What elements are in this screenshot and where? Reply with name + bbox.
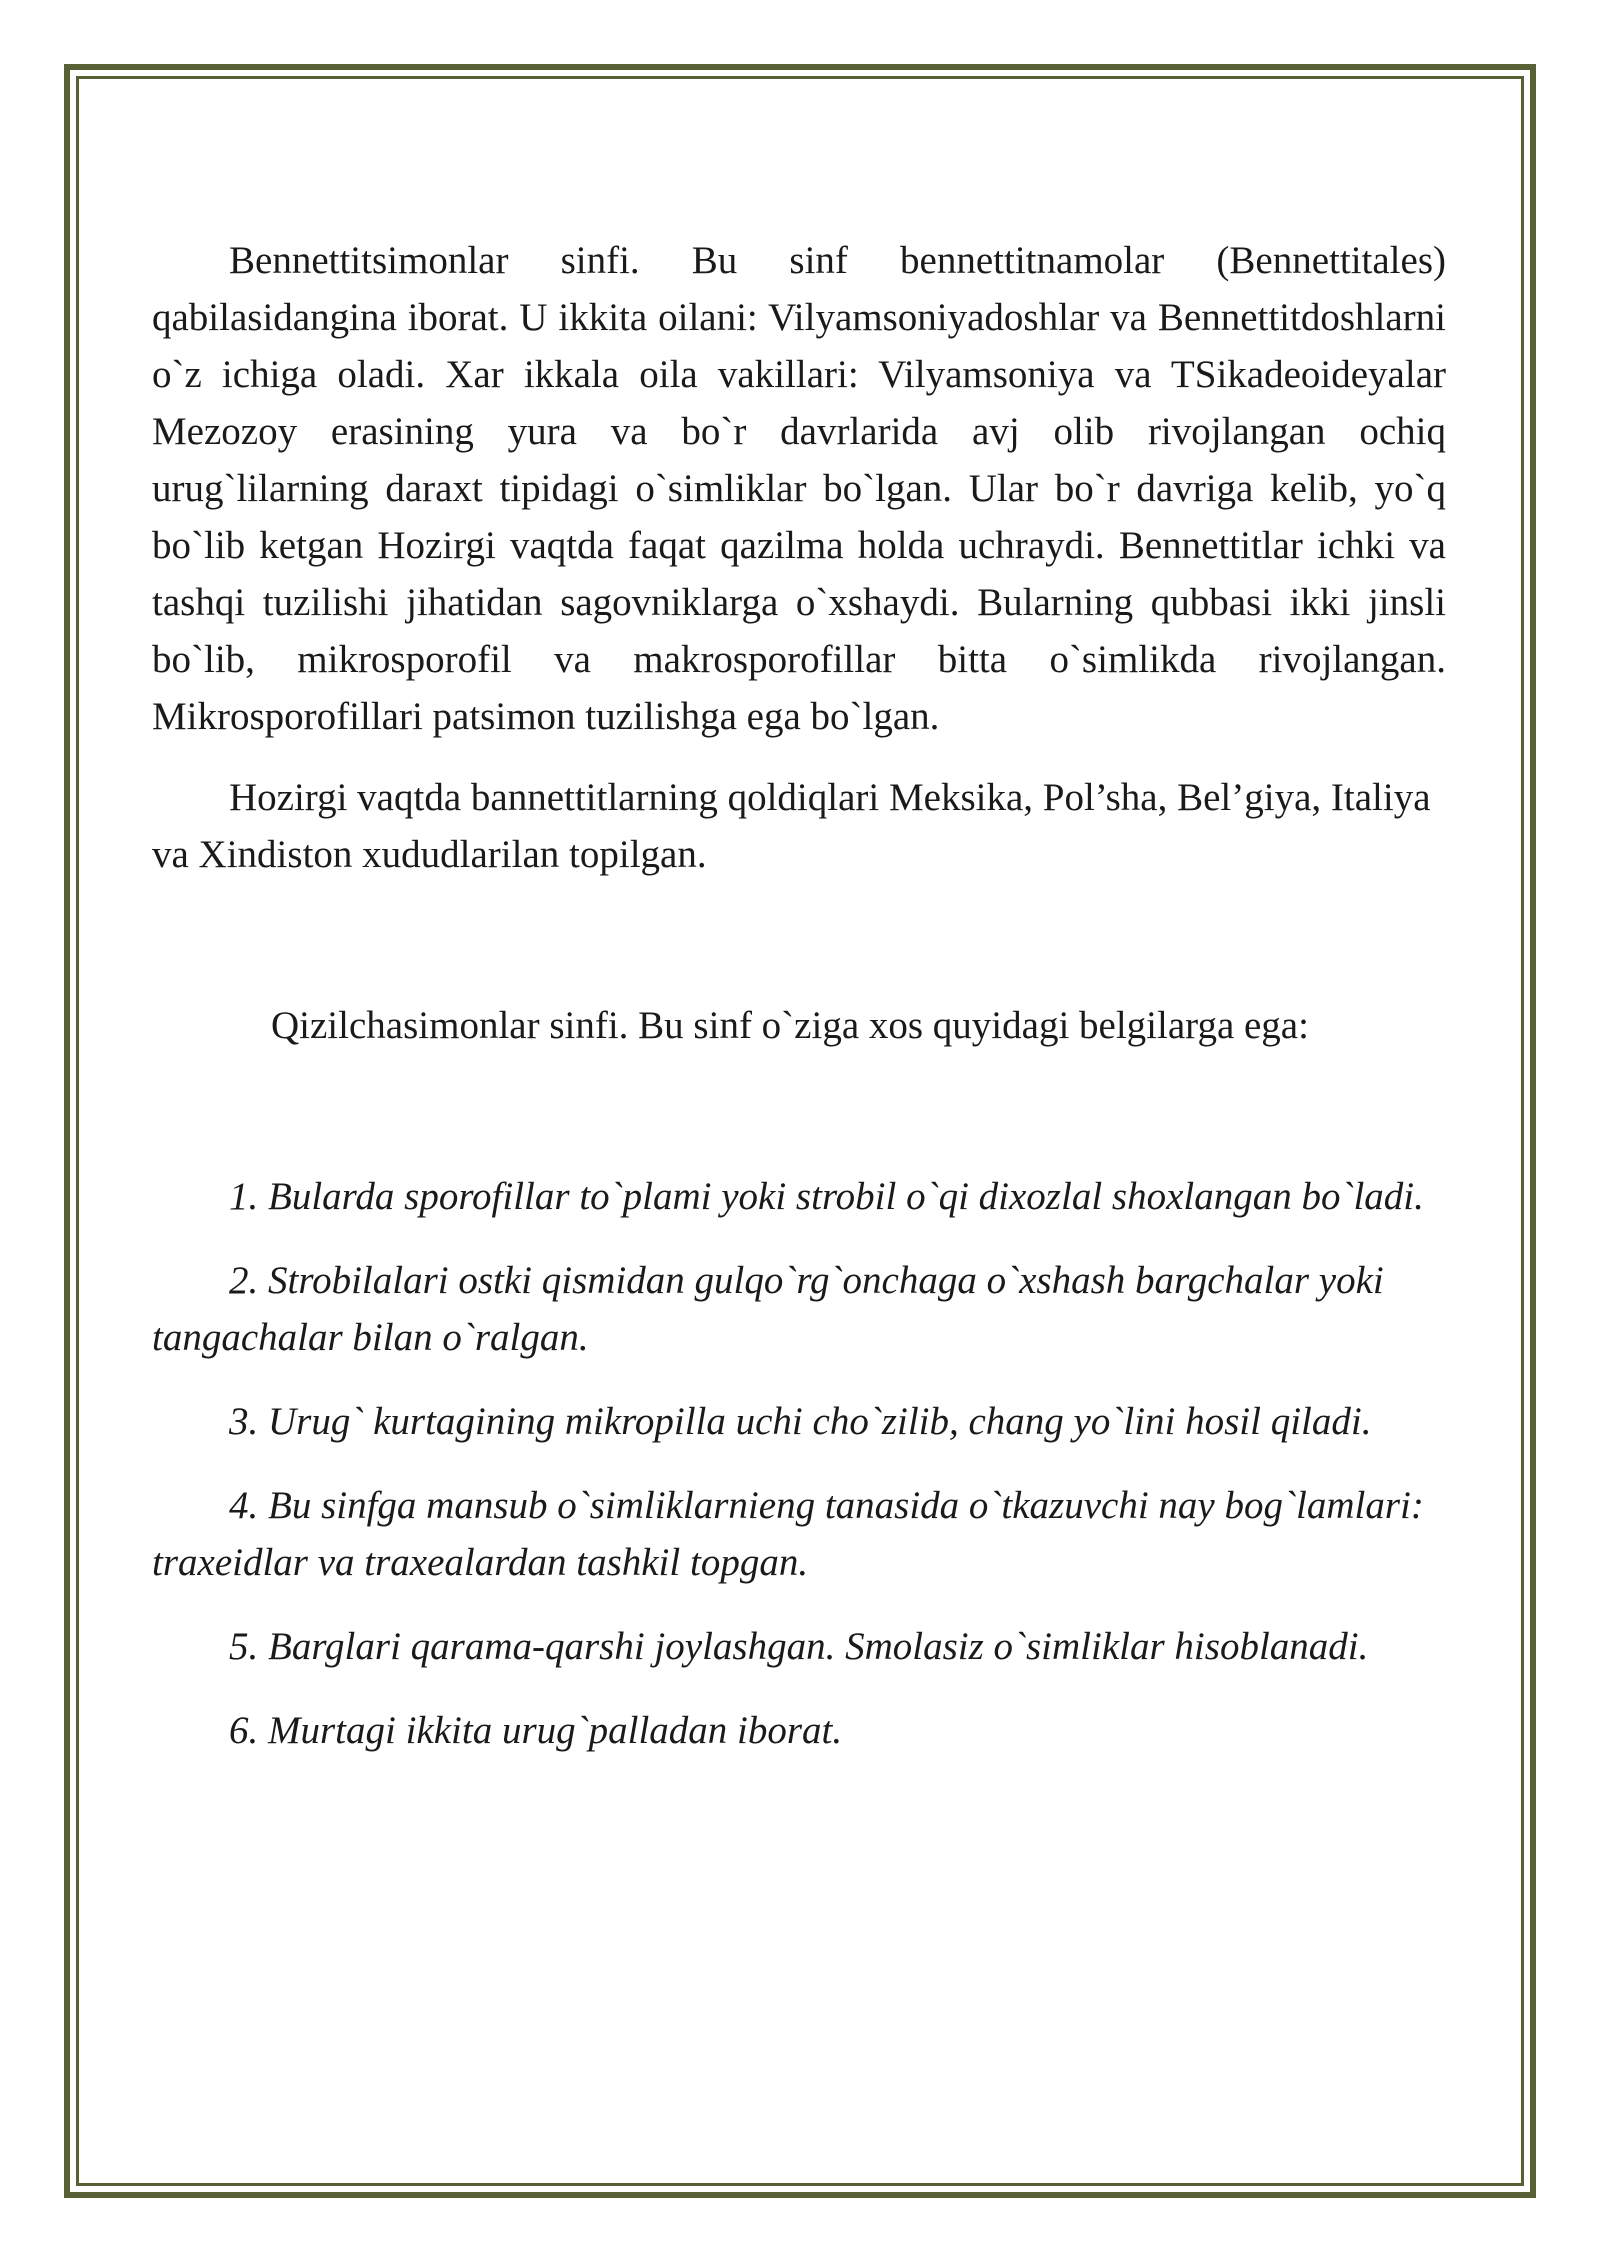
features-list xyxy=(152,1168,1446,1759)
list-item: 1. Bularda sporofillar to`plami yoki strobil o`qi dixozlal shoxlangan bo`ladi. xyxy=(229,1175,1424,1218)
list-item: 5. Barglari qarama-qarshi joylashgan. Smolasiz o`simliklar hisoblanadi. xyxy=(229,1625,1369,1668)
list-item: 2. Strobilalari ostki qismidan gulqo`rg`onchaga o`xshash bargchalar yoki tangachalar bilan o`ralgan. xyxy=(152,1259,1384,1359)
section-heading-qizilchasimonlar: Qizilchasimonlar sinfi. Bu sinf o`ziga xos quyidagi belgilarga ega: xyxy=(271,1004,1309,1047)
list-item: 3. Urug` kurtagining mikropilla uchi cho`zilib, chang yo`lini hosil qiladi. xyxy=(229,1400,1372,1443)
list-item: 4. Bu sinfga mansub o`simliklarnieng tanasida o`tkazuvchi nay bog`lamlari: traxeidlar va traxealardan tashkil topgan. xyxy=(152,1484,1424,1584)
page-content xyxy=(152,232,1446,1759)
paragraph-remains-locations: Hozirgi vaqtda bannettitlarning qoldiqlari Meksika, Pol’sha, Bel’giya, Italiya va Xindiston xududlarilan topilgan. xyxy=(152,776,1431,876)
list-item: 6. Murtagi ikkita urug`palladan iborat. xyxy=(229,1709,843,1752)
paragraph-bennettitsimonlar: Bennettitsimonlar sinfi. Bu sinf bennettitnamolar (Bennettitales) qabilasidangina iborat. U ikkita oilani: Vilyamsoniyadoshlar va Bennettitdoshlarni o`z ichiga oladi. Xar ikkala oila vakillari: Vilyamsoniya va TSikadeoideyalar Mezozoy erasining yura va bo`r davrlarida avj olib rivojlangan ochiq urug`lilarning daraxt tipidagi o`simliklar bo`lgan. Ular bo`r davriga kelib, yo`q bo`lib ketgan Hozirgi vaqtda faqat qazilma holda uchraydi. Bennettitlar ichki va tashqi tuzilishi jihatidan sagovniklarga o`xshaydi. Bularning qubbasi ikki jinsli bo`lib, mikrosporofil va makrosporofillar bitta o`simlikda rivojlangan. Mikrosporofillari patsimon tuzilishga ega bo`lgan. xyxy=(152,239,1446,738)
